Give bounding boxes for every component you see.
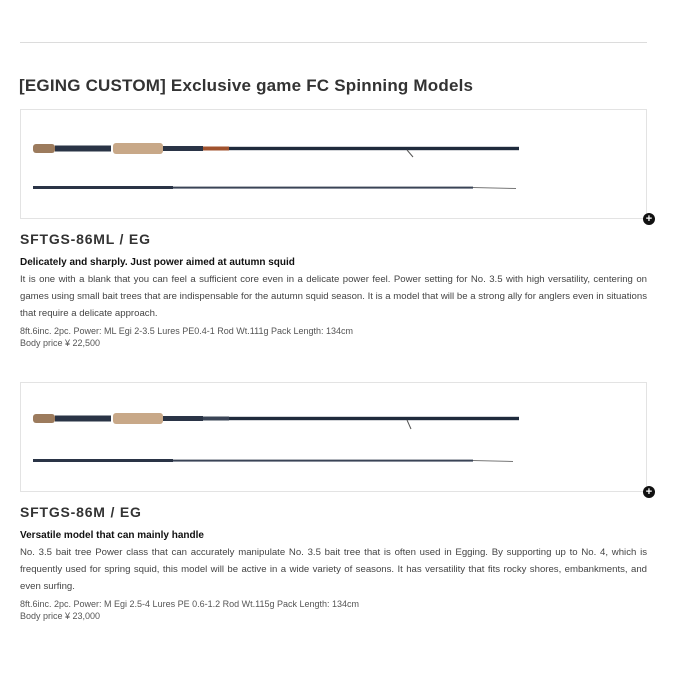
product-card: [20, 382, 653, 622]
product-price: Body price ¥ 23,000: [20, 611, 101, 621]
model-name: SFTGS-86M / EG: [20, 504, 142, 520]
top-divider: [20, 42, 647, 43]
page-title: [EGING CUSTOM] Exclusive game FC Spinning Models: [19, 76, 474, 95]
product-tagline: Versatile model that can mainly handle: [20, 530, 204, 541]
product-spec: 8ft.6inc. 2pc. Power: M Egi 2.5-4 Lures PE 0.6-1.2 Rod Wt.115g Pack Length: 134cm: [20, 599, 360, 609]
plus-circle-icon[interactable]: +: [643, 486, 655, 498]
rod-image[interactable]: [20, 382, 653, 498]
product-description: No. 3.5 bait tree Power class that can accurately manipulate No. 3.5 bait tree that is often used in Egging. By supporting up to No. 4, which is frequently used for spring squid, this model will be active in a wide variety of seasons. It has versatility that fits rocky shores, embankments, and even surfing.: [20, 547, 647, 592]
model-name: SFTGS-86ML / EG: [20, 231, 151, 247]
product-description: It is one with a blank that you can feel a sufficient core even in a delicate power feel. Power setting for No. 3.5 with high versatility, centering on games using small bait trees that are indispensable for the autumn squid season. It is a model that will be a strong ally for anglers even in situations that require a delicate approach.: [20, 274, 647, 319]
rod-illustration: [21, 110, 646, 218]
product-card: [20, 109, 653, 349]
product-tagline: Delicately and sharply. Just power aimed at autumn squid: [20, 257, 295, 268]
rod-illustration: [21, 383, 646, 491]
product-price: Body price ¥ 22,500: [20, 338, 101, 348]
rod-image[interactable]: [20, 109, 653, 225]
plus-circle-icon[interactable]: +: [643, 213, 655, 225]
product-spec: 8ft.6inc. 2pc. Power: ML Egi 2-3.5 Lures PE0.4-1 Rod Wt.111g Pack Length: 134cm: [20, 326, 354, 336]
